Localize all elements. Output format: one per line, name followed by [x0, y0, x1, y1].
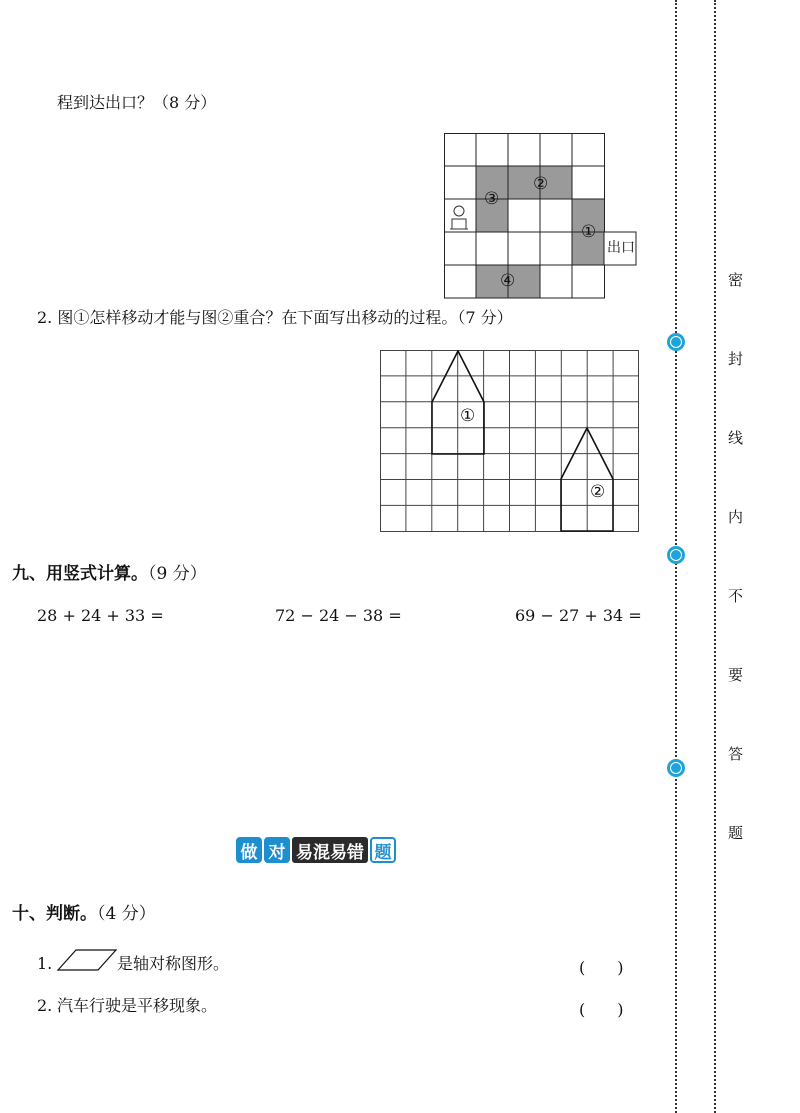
judge-2-answer[interactable]: ( ) — [579, 1000, 624, 1019]
shape-label-1: ① — [460, 406, 476, 426]
binding-hole-icon — [667, 333, 685, 351]
seal-char: 要 — [728, 666, 744, 684]
parallelogram-icon — [56, 948, 118, 972]
binding-hole-icon — [667, 759, 685, 777]
judge-1-num: 1. — [37, 954, 53, 973]
judge-1-answer[interactable]: ( ) — [579, 958, 624, 977]
seal-char: 内 — [728, 508, 744, 526]
judge-2-num: 2. — [37, 996, 53, 1015]
binding-hole-icon — [667, 546, 685, 564]
shape-label-2: ② — [590, 482, 606, 502]
judge-1-text: 是轴对称图形。 — [117, 954, 230, 973]
seal-char: 线 — [728, 429, 744, 447]
section-9-points: （9 分） — [148, 564, 207, 584]
banner-char-1: 做 — [236, 837, 262, 863]
maze-label-1: ① — [581, 222, 597, 242]
section-9-header — [12, 566, 207, 583]
seal-char: 题 — [728, 824, 744, 842]
section-10-header — [12, 906, 156, 923]
question-1-tail: 程到达出口？（8 分） — [57, 93, 217, 112]
maze-label-2: ② — [533, 174, 549, 194]
judge-2-text: 汽车行驶是平移现象。 — [57, 996, 218, 1015]
margin-dotted-line-outer — [714, 0, 716, 1113]
error-prone-banner — [236, 834, 398, 866]
translation-grid — [380, 350, 640, 534]
banner-char-3: 题 — [370, 837, 396, 863]
section-9-title: 九、用竖式计算。 — [12, 564, 148, 584]
section-10-points: （4 分） — [97, 904, 156, 924]
maze-grid — [444, 133, 644, 301]
section-10-title: 十、判断。 — [12, 904, 97, 924]
banner-middle: 易混易错 — [292, 837, 368, 863]
seal-char: 封 — [728, 350, 744, 368]
maze-label-3: ③ — [484, 189, 500, 209]
seal-char: 不 — [728, 587, 744, 605]
seal-char: 答 — [728, 745, 744, 763]
calc-3: 69 − 27 + 34 = — [515, 606, 642, 625]
question-2: 2. 图①怎样移动才能与图②重合？在下面写出移动的过程。（7 分） — [37, 308, 513, 327]
banner-char-2: 对 — [264, 837, 290, 863]
maze-label-4: ④ — [500, 271, 516, 291]
calc-1: 28 + 24 + 33 = — [37, 606, 164, 625]
maze-exit-label: 出口 — [607, 240, 635, 256]
seal-char: 密 — [728, 271, 744, 289]
calc-2: 72 − 24 − 38 = — [275, 606, 402, 625]
